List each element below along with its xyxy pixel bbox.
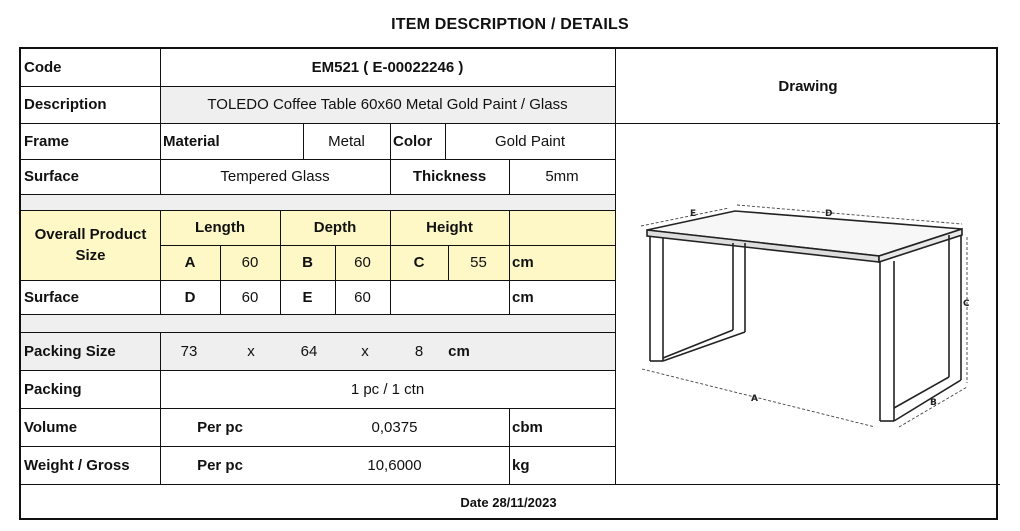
height-label: Height — [426, 219, 473, 236]
spacer-shade-2 — [21, 314, 615, 332]
dim-c-label: C — [413, 254, 425, 271]
packing-height: 8 — [414, 342, 424, 360]
surface-value: Tempered Glass — [220, 168, 330, 185]
dim-d-marker: D — [825, 209, 833, 219]
weight-unit: kg — [512, 456, 530, 474]
drawing-label: Drawing — [778, 77, 838, 95]
volume-label: Volume — [24, 418, 78, 436]
length-label: Length — [195, 219, 245, 236]
description-label: Description — [24, 96, 107, 113]
volume-value: 0,0375 — [371, 418, 418, 436]
dim-b-value: 60 — [354, 254, 371, 271]
packing-label: Packing — [24, 380, 82, 398]
material-label: Material — [163, 132, 220, 150]
overall-size-label — [21, 210, 160, 280]
dim-a-marker: A — [751, 394, 758, 404]
overall-size-label-line1: Overall Product — [34, 226, 147, 243]
packing-times-2: x — [361, 342, 369, 360]
weight-value: 10,6000 — [367, 456, 422, 474]
thickness-value: 5mm — [545, 168, 579, 185]
depth-label: Depth — [313, 219, 357, 236]
dim-e-marker: E — [690, 209, 697, 219]
dim-a-label: A — [184, 254, 196, 271]
thickness-label: Thickness — [412, 168, 487, 185]
code-label: Code — [24, 59, 62, 76]
coffee-table-drawing — [617, 125, 999, 483]
surface-label: Surface — [24, 168, 80, 185]
material-value: Metal — [328, 132, 365, 150]
table-drawing — [617, 125, 999, 483]
color-value: Gold Paint — [494, 132, 566, 150]
overall-size-label-line2: Size — [75, 247, 106, 264]
dim-e-value: 60 — [354, 288, 371, 306]
dim-e-label: E — [302, 288, 313, 306]
packing-length: 73 — [180, 342, 198, 360]
packing-times-1: x — [247, 342, 255, 360]
dim-b-marker: B — [930, 398, 937, 408]
dim-d-label: D — [184, 288, 196, 306]
footer-date: Date 28/11/2023 — [460, 494, 557, 510]
description-value: TOLEDO Coffee Table 60x60 Metal Gold Paint / Glass — [207, 96, 568, 113]
code-value: EM521 ( E-00022246 ) — [311, 59, 464, 76]
packing-size-label: Packing Size — [24, 342, 116, 360]
overall-size-unit: cm — [512, 254, 534, 271]
dim-a-value: 60 — [241, 254, 259, 271]
dim-b-label: B — [302, 254, 313, 271]
packing-width: 64 — [300, 342, 318, 360]
dim-d-value: 60 — [241, 288, 259, 306]
packing-value: 1 pc / 1 ctn — [350, 380, 425, 398]
surface-dims-unit: cm — [512, 288, 534, 306]
surface-dims-label: Surface — [24, 288, 80, 306]
packing-size-unit: cm — [448, 342, 470, 360]
dim-c-value: 55 — [470, 254, 487, 271]
volume-per: Per pc — [197, 418, 243, 436]
spacer-shade-1 — [21, 194, 615, 210]
page-title: ITEM DESCRIPTION / DETAILS — [391, 16, 629, 33]
frame-label: Frame — [24, 132, 70, 150]
details-sheet — [19, 47, 998, 520]
weight-label: Weight / Gross — [24, 456, 130, 474]
volume-unit: cbm — [512, 418, 543, 436]
color-label: Color — [393, 132, 433, 150]
dim-c-marker: C — [963, 299, 970, 309]
weight-per: Per pc — [197, 456, 243, 474]
